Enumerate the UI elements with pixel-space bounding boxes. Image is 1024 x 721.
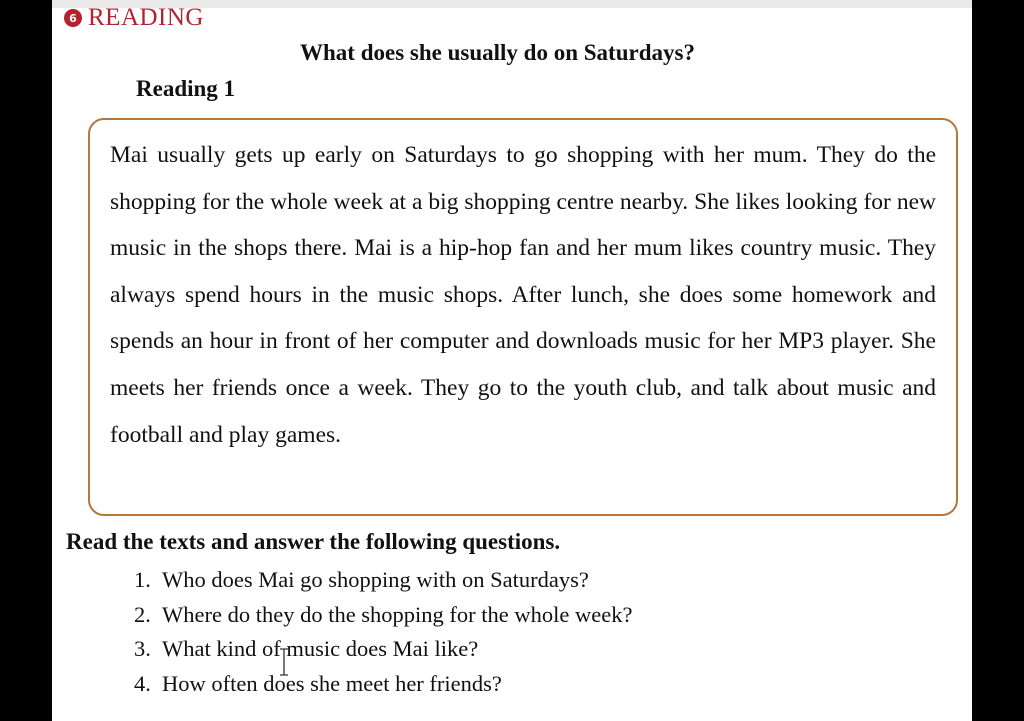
reading-passage-box <box>88 118 958 516</box>
text-cursor-icon <box>278 648 290 676</box>
page-title: What does she usually do on Saturdays? <box>300 40 695 65</box>
question-number: 4. <box>134 670 151 696</box>
section-number-badge: 6 <box>64 9 82 27</box>
question-number: 3. <box>134 636 151 661</box>
question-item <box>134 563 632 598</box>
question-text: What kind of music does Mai like? <box>162 636 479 661</box>
section-header <box>64 4 204 32</box>
question-text: Where do they do the shopping for the whole week? <box>162 601 633 627</box>
question-list <box>134 563 632 701</box>
question-item <box>134 598 632 633</box>
question-item <box>134 667 632 702</box>
section-title: READING <box>88 4 204 31</box>
reading-passage-text: Mai usually gets up early on Saturdays to go shopping with her mum. They do the shopping for the whole week at a big shopping centre nearby. She likes looking for new music in the shops there. Mai is a hip-hop fan and her mum likes country music. They always spend hours in the music shops. After lunch, she does some homework and spends an hour in front of her computer and downloads music for her MP3 player. She meets her friends once a week. They go to the youth club, and talk about music and football and play games. <box>110 142 936 448</box>
question-item <box>134 632 632 667</box>
reading-subtitle: Reading 1 <box>136 76 236 101</box>
instruction-text: Read the texts and answer the following questions. <box>66 529 561 554</box>
question-text: Who does Mai go shopping with on Saturdays? <box>162 567 589 592</box>
question-number: 1. <box>134 567 151 592</box>
question-text: How often does she meet her friends? <box>162 670 502 696</box>
question-number: 2. <box>134 601 151 627</box>
